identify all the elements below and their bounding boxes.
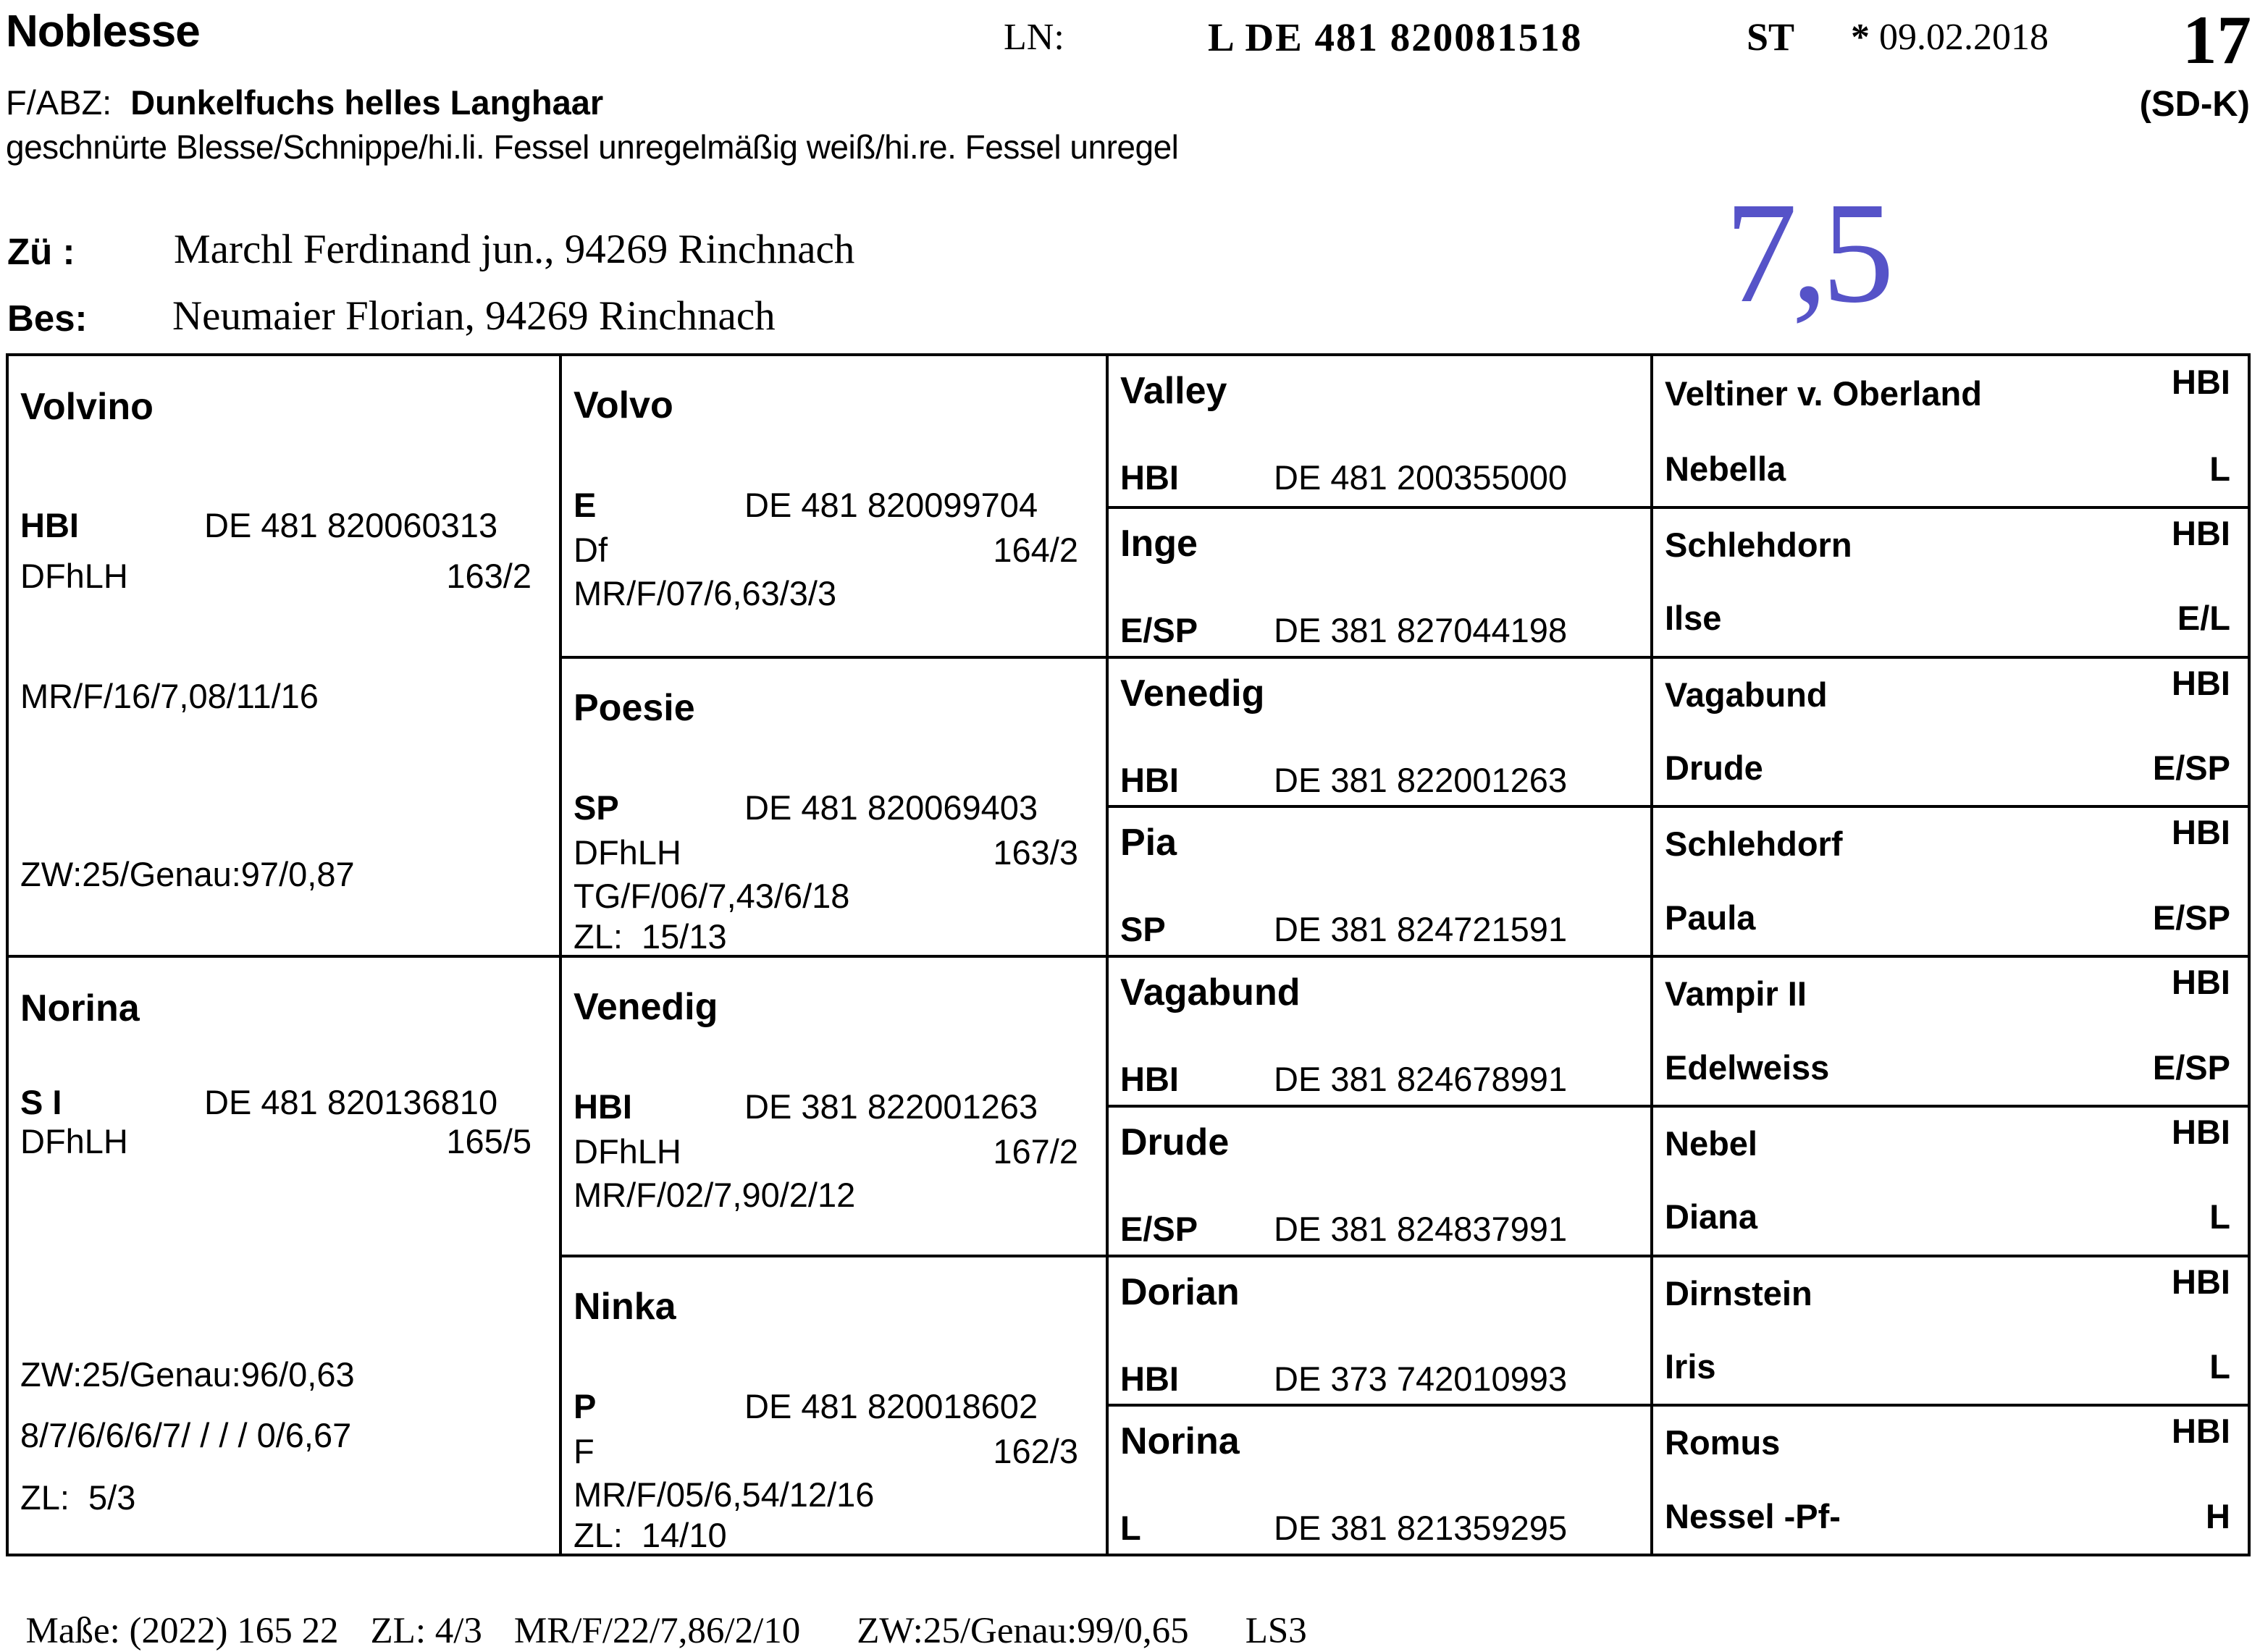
gen4-row (1650, 1479, 2248, 1554)
birth-date-value: 09.02.2018 (1879, 17, 2049, 58)
color-row (6, 83, 603, 122)
horse-name: Veltiner v. Oberland (1665, 374, 1982, 413)
horse-name: Schlehdorf (1665, 825, 1843, 864)
measurements-footer (7, 1568, 1339, 1652)
gen4-row (1650, 581, 2248, 655)
breed-code: DFhLH (20, 557, 128, 595)
ln-label: LN: (1004, 17, 1064, 58)
horse-name: Romus (1665, 1423, 1781, 1462)
registration-number: DE 381 827044198 (1274, 610, 1568, 649)
registration-number: DE 373 742010993 (1274, 1359, 1568, 1398)
gen4-row (1650, 1029, 2248, 1104)
gen2-cell (559, 356, 1106, 656)
performance-line: MR/F/16/7,08/11/16 (20, 677, 319, 715)
gen4-row (1650, 656, 2248, 730)
class-label: HBI (1120, 1060, 1179, 1098)
horse-name: Valley (1120, 370, 1227, 412)
horse-name: Vagabund (1665, 675, 1828, 714)
markings-line: geschnürte Blesse/Schnippe/hi.li. Fessel unregelmäßig weiß/hi.re. Fessel unregel (6, 128, 1179, 166)
horse-name: Nebel (1665, 1124, 1757, 1163)
registration-number: DE 481 820069403 (744, 788, 1038, 827)
color-label: F/ABZ: (6, 83, 112, 122)
class-label: E/SP (2152, 1048, 2230, 1087)
registration-number: DE 481 820099704 (744, 486, 1038, 524)
zl-line: ZL: 5/3 (20, 1478, 136, 1517)
horse-name: Norina (1120, 1420, 1240, 1463)
class-label: E/SP (1120, 610, 1198, 649)
registration-number: DE 481 820060313 (204, 506, 498, 544)
measurement: 163/3 (993, 833, 1078, 872)
gen2-cell (559, 955, 1106, 1255)
gen4-row (1650, 1105, 2248, 1179)
gen4-row (1650, 1404, 2248, 1478)
registration-number: DE 481 820018602 (744, 1386, 1038, 1425)
measurement: 162/3 (993, 1431, 1078, 1470)
breeder-label: Zü : (7, 231, 75, 272)
horse-name: Paula (1665, 898, 1756, 937)
horse-name: Volvino (20, 386, 154, 428)
gen4-row (1650, 880, 2248, 955)
gen3-cell (1106, 656, 1650, 806)
breed-code: F (574, 1431, 595, 1470)
class-label: HBI (2172, 813, 2230, 852)
book-code: (SD-K) (2139, 85, 2250, 124)
gen4-row (1650, 356, 2248, 431)
horse-name: Nessel -Pf- (1665, 1496, 1841, 1535)
measurement: 167/2 (993, 1132, 1078, 1171)
class-label: L (2209, 1197, 2230, 1236)
registration-number: DE 381 822001263 (744, 1087, 1038, 1126)
footer-performance: MR/F/22/7,86/2/10 (513, 1611, 801, 1651)
performance-line: TG/F/06/7,43/6/18 (574, 876, 850, 915)
gen1-dam-cell (9, 955, 559, 1554)
horse-name: Vagabund (1120, 972, 1301, 1013)
horse-name: Venedig (574, 986, 718, 1028)
owner-value: Neumaier Florian, 94269 Rinchnach (172, 293, 776, 339)
gen4-row (1650, 955, 2248, 1029)
color-value: Dunkelfuchs helles Langhaar (130, 83, 604, 122)
zl-line: ZL: 14/10 (574, 1515, 727, 1554)
registration-number: DE 481 200355000 (1274, 458, 1568, 497)
class-label: E (574, 486, 597, 524)
performance-line: MR/F/07/6,63/3/3 (574, 574, 837, 612)
class-label: E/L (2177, 599, 2230, 638)
class-label: HBI (2172, 963, 2230, 1002)
registration-number: DE 381 824721591 (1274, 910, 1568, 949)
gen4-row (1650, 730, 2248, 805)
class-label: HBI (574, 1087, 632, 1126)
registration-number: DE 381 824837991 (1274, 1209, 1568, 1248)
registration-number: DE 481 820136810 (204, 1083, 498, 1121)
horse-name: Drude (1665, 749, 1763, 788)
class-label: SP (1120, 910, 1166, 949)
measurement: 163/2 (446, 557, 532, 595)
horse-name: Schlehdorn (1665, 525, 1852, 564)
gen4-row (1650, 1329, 2248, 1404)
horse-name: Inge (1120, 522, 1198, 565)
measurement: 164/2 (993, 531, 1078, 569)
horse-name: Norina (20, 987, 140, 1029)
horse-name: Venedig (1120, 672, 1265, 715)
zw-line: ZW:25/Genau:97/0,87 (20, 855, 355, 893)
gen4-row (1650, 1179, 2248, 1254)
gen3-cell (1106, 955, 1650, 1105)
footer-zw: ZW:25/Genau:99/0,65 (857, 1611, 1189, 1651)
registration-number: DE 381 824678991 (1274, 1060, 1568, 1098)
performance-line: MR/F/02/7,90/2/12 (574, 1176, 856, 1214)
class-label: HBI (1120, 458, 1179, 497)
horse-name: Edelweiss (1665, 1048, 1830, 1087)
st-label: ST (1747, 15, 1795, 59)
class-label: E/SP (2152, 749, 2230, 788)
class-label: HBI (2172, 663, 2230, 702)
class-label: HBI (20, 506, 79, 544)
breed-code: DFhLH (20, 1122, 128, 1160)
class-label: S I (20, 1083, 62, 1121)
horse-name: Poesie (574, 686, 695, 729)
breed-code: DFhLH (574, 833, 681, 872)
life-number: L DE 481 820081518 (1208, 15, 1583, 59)
gen3-cell (1106, 506, 1650, 656)
class-label: HBI (2172, 513, 2230, 552)
measurement: 165/5 (446, 1122, 532, 1160)
gen3-cell (1106, 1404, 1650, 1554)
breed-code: Df (574, 531, 608, 569)
page-number: 17 (2183, 1, 2251, 78)
class-label: HBI (2172, 1412, 2230, 1451)
gen3-cell (1106, 1105, 1650, 1255)
horse-name: Ninka (574, 1285, 676, 1328)
horse-name: Vampir II (1665, 974, 1807, 1013)
horse-name: Nebella (1665, 449, 1786, 488)
gen4-row (1650, 506, 2248, 581)
horse-name: Dirnstein (1665, 1273, 1812, 1312)
horse-name: Volvo (574, 384, 673, 426)
gen3-cell (1106, 805, 1650, 955)
horse-name: Pia (1120, 822, 1177, 864)
class-label: H (2206, 1496, 2230, 1535)
gen2-cell (559, 656, 1106, 956)
gen4-row (1650, 431, 2248, 505)
horse-name: Iris (1665, 1347, 1716, 1386)
class-label: L (2209, 1347, 2230, 1386)
class-label: L (1120, 1509, 1141, 1548)
gen3-cell (1106, 1255, 1650, 1404)
zl-line: ZL: 15/13 (574, 916, 727, 956)
class-label: E/SP (1120, 1209, 1198, 1248)
class-label: HBI (1120, 1359, 1179, 1398)
footer-measure: Maße: (2022) 165 22 (25, 1611, 339, 1651)
class-label: HBI (2172, 1112, 2230, 1151)
horse-name: Noblesse (6, 7, 200, 56)
class-label: P (574, 1386, 597, 1425)
class-label: HBI (1120, 760, 1179, 799)
owner-label: Bes: (7, 298, 88, 339)
class-label: SP (574, 788, 619, 827)
birth-date (1851, 16, 2049, 59)
pedigree-table (6, 353, 2251, 1556)
gen2-cell (559, 1255, 1106, 1554)
class-label: HBI (2172, 1262, 2230, 1301)
horse-name: Drude (1120, 1121, 1230, 1163)
scores-line: 8/7/6/6/6/7/ / / / 0/6,67 (20, 1416, 352, 1454)
registration-number: DE 381 821359295 (1274, 1509, 1568, 1548)
horse-name: Ilse (1665, 599, 1722, 638)
gen4-row (1650, 1255, 2248, 1329)
performance-line: MR/F/05/6,54/12/16 (574, 1475, 875, 1514)
registration-number: DE 381 822001263 (1274, 760, 1568, 799)
gen3-cell (1106, 356, 1650, 506)
class-label: E/SP (2152, 898, 2230, 937)
horse-name: Diana (1665, 1197, 1757, 1236)
horse-name: Dorian (1120, 1270, 1240, 1313)
footer-zl: ZL: 4/3 (370, 1611, 482, 1651)
breeder-value: Marchl Ferdinand jun., 94269 Rinchnach (174, 227, 855, 272)
breed-code: DFhLH (574, 1132, 681, 1171)
gen4-row (1650, 805, 2248, 880)
footer-ls: LS3 (1245, 1611, 1307, 1651)
birth-star: * (1851, 17, 1870, 58)
zw-line: ZW:25/Genau:96/0,63 (20, 1355, 355, 1394)
class-label: HBI (2172, 363, 2230, 402)
gen1-sire-cell (9, 356, 559, 955)
class-label: L (2209, 449, 2230, 488)
score-stamp: 7,5 (1725, 173, 1889, 333)
